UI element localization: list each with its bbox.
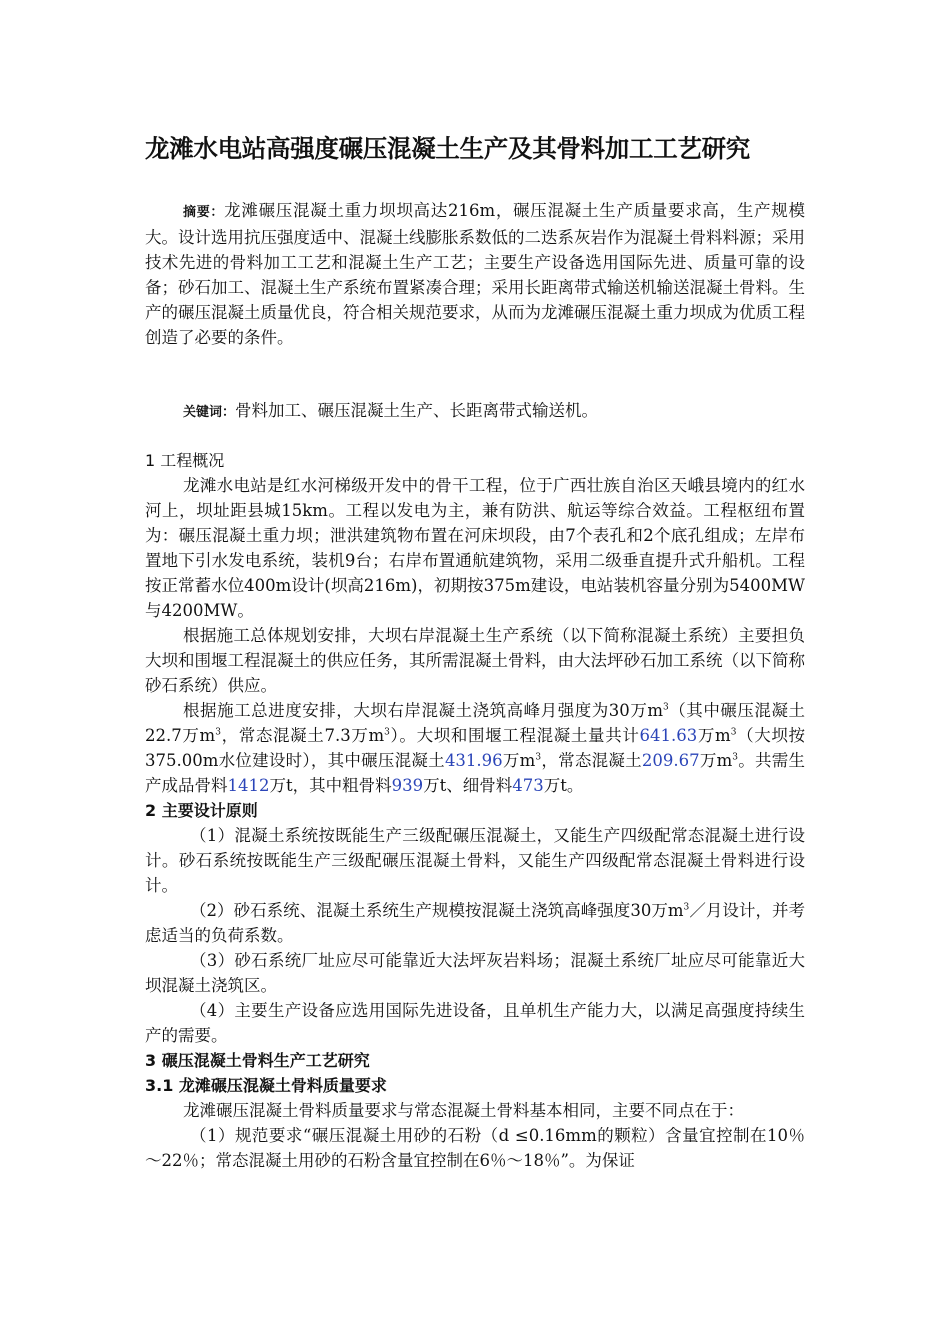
highlighted-number: 641.63 [639, 726, 698, 745]
keywords-paragraph [145, 398, 805, 425]
text-fragment: ，常态混凝土7.3万m [220, 726, 385, 745]
abstract-label: 摘要： [183, 205, 225, 220]
superscript: 3 [730, 727, 737, 738]
superscript: 3 [683, 902, 690, 913]
text-fragment: 。共需生产成品骨料 [145, 751, 805, 795]
abstract-block [145, 198, 805, 350]
abstract-text: 龙滩碾压混凝土重力坝坝高达216m，碾压混凝土生产质量要求高，生产规模大。设计选用抗压强度适中、混凝土线膨胀系数低的二迭系灰岩作为混凝土骨料料源；采用技术先进的骨料加工工艺和混凝土生产工艺；主要生产设备选用国际先进、质量可靠的设备；砂石加工、混凝土生产系统布置紧凑合理；采用长距离带式输送机输送混凝土骨料。生产的碾压混凝土质量优良，符合相关规范要求，从而为龙滩碾压混凝土重力坝成为优质工程创造了必要的条件。 [145, 201, 805, 347]
text-fragment: 根据施工总进度安排，大坝右岸混凝土浇筑高峰月强度为30万m [183, 701, 663, 720]
section-2-item-1: （1）混凝土系统按既能生产三级配碾压混凝土，又能生产四级配常态混凝土进行设计。砂石系统按既能生产三级配碾压混凝土骨料，又能生产四级配常态混凝土骨料进行设计。 [145, 826, 805, 895]
section-2-item-4: （4）主要生产设备应选用国际先进设备，且单机生产能力大，以满足高强度持续生产的需要。 [145, 1001, 805, 1045]
superscript: 3 [732, 752, 738, 763]
section-3-heading: 3 碾压混凝土骨料生产工艺研究 [145, 1051, 370, 1070]
section-2-item-2 [145, 898, 805, 948]
text-fragment: （大坝按375.00m水位建设时），其中碾压混凝土 [145, 726, 806, 770]
abstract-paragraph [145, 198, 805, 350]
text-fragment: 万m [697, 726, 731, 745]
highlighted-number: 473 [512, 776, 544, 795]
section-1-heading: 1 工程概况 [145, 451, 225, 470]
superscript: 3 [215, 727, 221, 738]
text-fragment: 万m [699, 751, 733, 770]
superscript: 3 [384, 727, 390, 738]
section-2-heading: 2 主要设计原则 [145, 801, 258, 820]
text-fragment: （2）砂石系统、混凝土系统生产规模按混凝土浇筑高峰强度30万m [190, 901, 684, 920]
highlighted-number: 939 [391, 776, 424, 795]
keywords-text: 骨料加工、碾压混凝土生产、长距离带式输送机。 [235, 401, 599, 420]
text-fragment: ／月设计，并考虑适当的负荷系数。 [145, 901, 805, 945]
text-fragment: 万m [502, 751, 536, 770]
section-3-paragraph-1: 龙滩碾压混凝土骨料质量要求与常态混凝土骨料基本相同，主要不同点在于： [183, 1101, 744, 1120]
section-1-paragraph-1: 龙滩水电站是红水河梯级开发中的骨干工程，位于广西壮族自治区天峨县境内的红水河上，坝址距县城15km。工程以发电为主，兼有防洪、航运等综合效益。工程枢纽布置为：碾压混凝土重力坝；泄洪建筑物布置在河床坝段，由7个表孔和2个底孔组成；左岸布置地下引水发电系统，装机9台；右岸布置通航建筑物，采用二级垂直提升式升船机。工程按正常蓄水位400m设计(坝高216m)，初期按375m建设，电站装机容量分别为5400MW与4200MW。 [145, 476, 805, 620]
keywords-label: 关键词： [183, 405, 236, 420]
section-3-paragraph-2: （1）规范要求“碾压混凝土用砂的石粉（d ≤0.16mm的颗粒）含量宜控制在10％～22％；常态混凝土用砂的石粉含量宜控制在6％～18％”。为保证 [145, 1126, 805, 1170]
section-1-paragraph-2: 根据施工总体规划安排，大坝右岸混凝土生产系统（以下简称混凝土系统）主要担负大坝和围堰工程混凝土的供应任务，其所需混凝土骨料，由大法坪砂石加工系统（以下简称砂石系统）供应。 [145, 626, 805, 695]
superscript: 3 [663, 702, 669, 713]
text-fragment: ）。大坝和围堰工程混凝土量共计 [389, 726, 640, 745]
superscript: 3 [535, 752, 542, 763]
text-fragment: 万t、细骨料 [423, 776, 513, 795]
text-fragment: 万t。 [543, 776, 584, 795]
highlighted-number: 1412 [227, 776, 270, 795]
highlighted-number: 431.96 [444, 751, 503, 770]
text-fragment: （其中碾压混凝土22.7万m [145, 701, 805, 745]
highlighted-number: 209.67 [641, 751, 700, 770]
keywords-block [145, 398, 805, 425]
page-title: 龙滩水电站高强度碾压混凝土生产及其骨料加工工艺研究 [145, 134, 750, 163]
text-fragment: ，常态混凝土 [541, 751, 642, 770]
text-fragment: 万t，其中粗骨料 [269, 776, 392, 795]
section-3-1-heading: 3.1 龙滩碾压混凝土骨料质量要求 [145, 1076, 387, 1095]
section-2-item-3: （3）砂石系统厂址应尽可能靠近大法坪灰岩料场；混凝土系统厂址应尽可能靠近大坝混凝土浇筑区。 [145, 951, 805, 995]
section-1-paragraph-3 [145, 698, 805, 798]
body-block [145, 448, 805, 1173]
